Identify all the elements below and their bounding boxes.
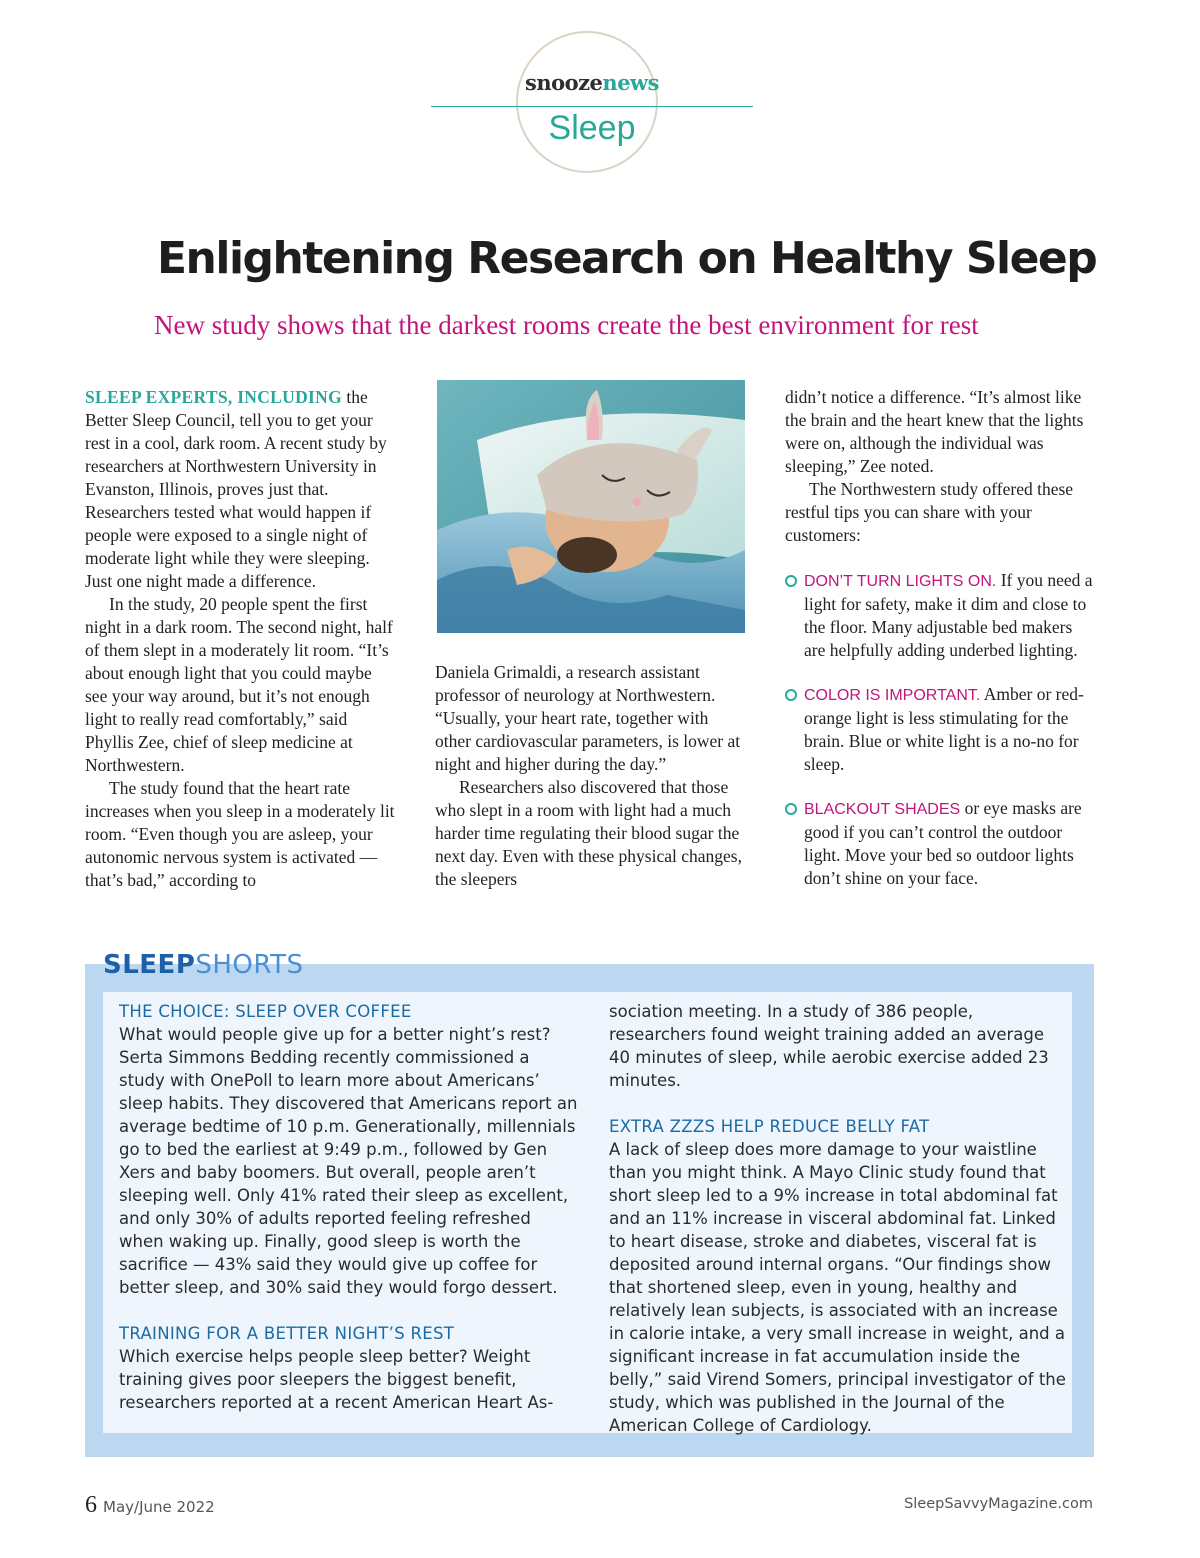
short-text: Which exercise helps people sleep better? Weight training gives poor sleepers the biggest benefit, researchers reported at a recent American Heart As- (119, 1347, 554, 1412)
sleep-shorts-title-part1: SLEEP (103, 950, 196, 980)
tips-list (785, 569, 1095, 890)
short-heading: EXTRA ZZZS HELP REDUCE BELLY FAT (609, 1117, 930, 1136)
article-column-1 (85, 386, 395, 892)
page-number: 6 (85, 1492, 97, 1518)
tip-item (785, 683, 1095, 776)
lead-in: SLEEP EXPERTS, INCLUDING (85, 387, 342, 407)
sleep-shorts-column-2 (609, 1000, 1069, 1437)
paragraph (85, 386, 395, 593)
circle-bullet-icon (785, 689, 797, 701)
short-text: A lack of sleep does more damage to your waistline than you might think. A Mayo Clinic study found that short sleep led to a 9% increase in total abdominal fat and an 11% increase in visceral abdominal fat. Linked to heart disease, stroke and diabetes, visceral fat is deposited around internal organs. “Our findings show that shortened sleep, even in young, healthy and relatively lean subjects, is associated with an increase in calorie intake, a very small increase in weight, and a significant increase in fat accumulation inside the belly,” said Virend Somers, principal investigator of the study, which was published in the Journal of the American College of Cardiology. (609, 1140, 1066, 1435)
article-column-2 (435, 661, 747, 891)
short-heading: TRAINING FOR A BETTER NIGHT’S REST (119, 1324, 455, 1343)
section-label: Sleep (548, 109, 636, 147)
brand-logo-part1: snooze (525, 70, 603, 95)
paragraph: The Northwestern study offered these restful tips you can share with your customers: (785, 479, 1074, 545)
issue-date: May/June 2022 (103, 1498, 215, 1516)
tip-item (785, 569, 1095, 662)
sleep-shorts-title (103, 950, 303, 981)
circle-bullet-icon (785, 575, 797, 587)
page-footer-left (85, 1493, 215, 1517)
paragraph: didn’t notice a difference. “It’s almost like the brain and the heart knew that the lights were on, although the individual was sleeping,” Zee noted. (785, 387, 1084, 476)
sleep-shorts-column-1 (119, 1000, 579, 1414)
brand-logo (431, 72, 753, 93)
paragraph: In the study, 20 people spent the first night in a dark room. The second night, half of them slept in a moderately lit room. “It’s about enough light that you could maybe see your way around, but it’s not enough light to really read comfortably,” said Phyllis Zee, chief of sleep medicine at Northwestern. (85, 594, 393, 775)
article-column-3 (785, 386, 1095, 890)
tip-heading: DON’T TURN LIGHTS ON. (804, 573, 997, 590)
tip-text: If you need a light for safety, make it dim and close to the floor. Many adjustable bed makers are helpfully adding underbed lighting. (804, 570, 1093, 660)
short-text: sociation meeting. In a study of 386 people, researchers found weight training added an average 40 minutes of sleep, while aerobic exercise added 23 minutes. (609, 1002, 1049, 1090)
masthead-rule (431, 106, 753, 107)
article-headline: Enlightening Research on Healthy Sleep (157, 233, 1097, 284)
tip-text: or eye masks are good if you can’t control the outdoor light. Move your bed so outdoor lights don’t shine on your face. (804, 798, 1082, 888)
paragraph: The study found that the heart rate increases when you sleep in a moderately lit room. “Even though you are asleep, your autonomic nervous system is activated — that’s bad,” according to (85, 778, 395, 890)
circle-bullet-icon (785, 803, 797, 815)
masthead-circle (516, 31, 658, 173)
tip-text: Amber or red-orange light is less stimulating for the brain. Blue or white light is a no-no for sleep. (804, 684, 1084, 774)
sleep-shorts-title-part2: SHORTS (195, 950, 304, 980)
short-text: What would people give up for a better night’s rest? Serta Simmons Bedding recently commissioned a study with OnePoll to learn more about Americans’ sleep habits. They discovered that Americans report an average bedtime of 10 p.m. Generationally, millennials go to bed the earliest at 9:49 p.m., followed by Gen Xers and baby boomers. But overall, people aren’t sleeping well. Only 41% rated their sleep as excellent, and only 30% of adults reported feeling refreshed when waking up. Finally, good sleep is worth the sacrifice — 43% said they would give up coffee for better sleep, and 30% said they would forgo dessert. (119, 1025, 578, 1297)
brand-logo-part2: news (602, 70, 659, 95)
dog-sleep-mask-illustration (437, 380, 745, 633)
masthead (0, 0, 1200, 190)
tip-heading: COLOR IS IMPORTANT. (804, 687, 981, 704)
paragraph: Researchers also discovered that those who slept in a room with light had a much harder time regulating their blood sugar the next day. Even with these physical changes, the sleepers (435, 777, 742, 889)
paragraph: Daniela Grimaldi, a research assistant professor of neurology at Northwestern. “Usually, your heart rate, together with other cardiovascular parameters, is lower at night and higher during the day.” (435, 662, 741, 774)
website-url: SleepSavvyMagazine.com (904, 1496, 1093, 1512)
short-heading: THE CHOICE: SLEEP OVER COFFEE (119, 1002, 412, 1021)
paragraph-text: the Better Sleep Council, tell you to get your rest in a cool, dark room. A recent study by researchers at Northwestern University in Evanston, Illinois, proves just that. Researchers tested what would happen if people were exposed to a single night of moderate light while they were sleeping. Just one night made a difference. (85, 387, 387, 591)
article-photo (437, 380, 745, 633)
tip-item (785, 797, 1095, 890)
tip-heading: BLACKOUT SHADES (804, 801, 961, 818)
article-deck: New study shows that the darkest rooms create the best environment for rest (154, 310, 979, 340)
